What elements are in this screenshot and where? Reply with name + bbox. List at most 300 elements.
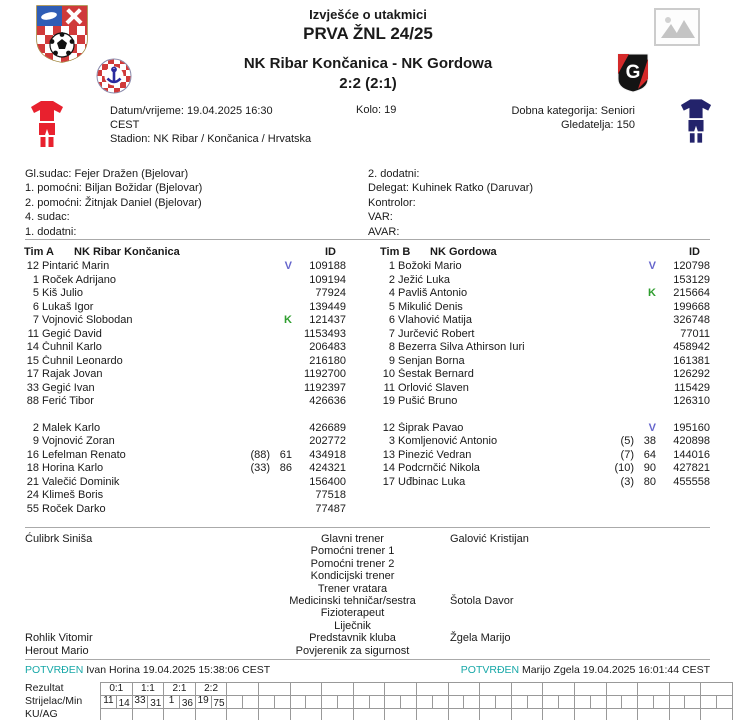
player-row <box>24 422 346 436</box>
player-number: 2 <box>388 273 395 286</box>
report-title: Izvješće o utakmici <box>309 7 427 22</box>
staff-row <box>0 645 736 657</box>
player-number: 17 <box>382 475 395 488</box>
staff-row <box>0 632 736 644</box>
player-row <box>380 368 710 382</box>
player-name: Komljenović Antonio <box>398 435 498 447</box>
player-number: 3 <box>388 435 395 447</box>
ku-ag-cell <box>449 709 481 720</box>
staff-name-away <box>450 545 736 557</box>
player-name: Senjan Borna <box>398 354 465 367</box>
strijelac-min-cell <box>622 696 638 709</box>
player-name: Vojnović Slobodan <box>42 314 133 326</box>
staff-row <box>0 620 736 632</box>
strijelac-min-cell <box>701 696 717 709</box>
player-id: 77924 <box>315 287 346 299</box>
player-name: Roček Adrijano <box>42 273 116 286</box>
player-id: 426689 <box>309 421 346 434</box>
staff-name-away <box>450 620 736 632</box>
strijelac-min-cell <box>259 696 275 709</box>
team-a-starters <box>24 260 346 409</box>
staff-name-home <box>0 558 245 570</box>
rezultat-cell <box>227 683 259 696</box>
player-minute-or-badge <box>634 355 656 369</box>
player-number: 7 <box>32 314 39 326</box>
divider <box>25 527 710 528</box>
player-row <box>380 314 710 328</box>
strijelac-min-cell <box>654 696 670 709</box>
player-minute-or-badge <box>270 368 292 382</box>
rezultat-cell <box>259 683 291 696</box>
player-row <box>24 462 346 476</box>
strijelac-min-cell <box>354 696 370 709</box>
player-minute-or-badge <box>270 301 292 315</box>
player-id: 195160 <box>673 421 710 434</box>
strijelac-min-cell <box>717 696 733 709</box>
strijelac-min-cell <box>464 696 480 709</box>
league-title: PRVA ŽNL 24/25 <box>303 24 433 43</box>
team-a-header <box>24 245 346 260</box>
strijelac-min-cell: 36 <box>180 696 196 709</box>
confirmation-row <box>25 664 710 677</box>
ku-ag-cell <box>385 709 417 720</box>
player-name: Malek Karlo <box>42 421 101 434</box>
player-name: Pinezić Vedran <box>398 448 472 461</box>
player-row <box>24 503 346 517</box>
match-stadium: Stadion: NK Ribar / Končanica / Hrvatska <box>110 133 312 145</box>
strijelac-min-cell <box>543 696 559 709</box>
rezultat-cell <box>322 683 354 696</box>
team-b-header <box>380 245 710 260</box>
player-row <box>380 355 710 369</box>
substituted-for-number <box>240 287 270 301</box>
substituted-for-number <box>240 435 270 449</box>
player-number: 5 <box>388 300 395 313</box>
rezultat-cell <box>543 683 575 696</box>
substituted-for-number <box>240 489 270 503</box>
ku-ag-cell <box>291 709 323 720</box>
official-line: 1. dodatni: <box>25 225 77 238</box>
player-minute-or-badge: 38 <box>643 435 656 447</box>
strijelac-min-cell <box>591 696 607 709</box>
away-club-logo <box>616 52 650 94</box>
strijelac-min-cell <box>638 696 654 709</box>
player-id: 420898 <box>673 435 710 447</box>
player-row <box>24 341 346 355</box>
strijelac-min-cell <box>496 696 512 709</box>
player-id: 202772 <box>309 435 346 447</box>
player-id: 126310 <box>673 395 710 407</box>
player-number: 11 <box>383 381 395 394</box>
player-id: 77518 <box>315 489 346 501</box>
player-minute-or-badge <box>270 422 292 436</box>
player-row <box>24 274 346 288</box>
player-number: 16 <box>26 448 39 461</box>
player-number: 1 <box>388 260 395 272</box>
match-score: 2:2 (2:1) <box>339 75 397 92</box>
staff-name-away: Galović Kristijan <box>450 533 529 545</box>
player-row <box>380 341 710 355</box>
player-number: 4 <box>388 287 395 299</box>
staff-name-away <box>450 645 736 657</box>
player-minute-or-badge <box>634 382 656 396</box>
confirmation-away <box>461 664 710 677</box>
player-row <box>380 395 710 409</box>
player-id: 115429 <box>674 381 710 394</box>
strijelac-min-cell <box>227 696 243 709</box>
strijelac-min-cell <box>322 696 338 709</box>
strijelac-min-cell <box>685 696 701 709</box>
substituted-for-number <box>240 355 270 369</box>
rezultat-cell: 2:1 <box>164 683 196 696</box>
team-a-label: Tim A <box>24 246 54 258</box>
player-row <box>24 395 346 409</box>
player-id: 424321 <box>309 462 346 474</box>
ku-ag-cell <box>638 709 670 720</box>
staff-row <box>0 607 736 619</box>
substituted-for-number: (7) <box>620 448 634 461</box>
player-name: Pavliš Antonio <box>398 287 468 299</box>
teams-section <box>0 245 736 516</box>
player-minute-or-badge <box>270 382 292 396</box>
strijelac-min-row <box>101 696 733 709</box>
substituted-for-number <box>240 328 270 342</box>
player-name: Jurčević Robert <box>398 327 475 340</box>
player-name: Gegić David <box>42 327 102 340</box>
away-kit-icon <box>680 97 712 145</box>
strijelac-min-cell <box>243 696 259 709</box>
player-minute-or-badge <box>270 395 292 409</box>
player-name: Vlahović Matija <box>398 314 472 326</box>
player-name: Gegić Ivan <box>42 381 95 394</box>
staff-name-away <box>450 558 736 570</box>
substituted-for-number: (33) <box>250 462 270 474</box>
rezultat-cell <box>638 683 670 696</box>
ku-ag-cell <box>164 709 196 720</box>
report-header <box>0 0 736 97</box>
official-line: Kontrolor: <box>368 196 416 209</box>
substituted-for-number <box>604 274 634 288</box>
team-b-column <box>380 245 710 516</box>
strijelac-min-cell <box>433 696 449 709</box>
team-b-starters <box>380 260 710 409</box>
player-minute-or-badge <box>270 476 292 490</box>
player-name: Orlović Slaven <box>398 381 469 394</box>
player-row <box>24 489 346 503</box>
player-row <box>380 476 710 490</box>
player-row <box>380 382 710 396</box>
substituted-for-number <box>240 314 270 328</box>
strijelac-min-cell: 1 <box>164 696 180 709</box>
strijelac-min-cell <box>306 696 322 709</box>
player-name: Vojnović Zoran <box>42 435 115 447</box>
player-id: 121437 <box>309 314 346 326</box>
substituted-for-number <box>240 301 270 315</box>
staff-role: Kondicijski trener <box>310 570 395 583</box>
player-number: 11 <box>27 327 39 340</box>
player-id: 144016 <box>673 448 710 461</box>
player-id: 326748 <box>673 314 710 326</box>
staff-role: Pomoćni trener 2 <box>310 557 395 570</box>
strijelac-min-cell <box>559 696 575 709</box>
title-block <box>0 7 736 44</box>
team-a-column <box>24 245 346 516</box>
player-number: 1 <box>32 273 39 286</box>
player-number: 7 <box>388 327 395 340</box>
spacer <box>24 409 346 422</box>
match-timezone: CEST <box>110 119 140 131</box>
player-number: 9 <box>388 354 395 367</box>
player-id: 156400 <box>309 475 346 488</box>
player-number: 19 <box>382 395 395 407</box>
divider <box>25 239 710 240</box>
match-datetime: Datum/vrijeme: 19.04.2025 16:30 <box>110 105 273 117</box>
strijelac-min-cell <box>575 696 591 709</box>
player-row <box>380 449 710 463</box>
player-row <box>24 382 346 396</box>
player-minute-or-badge <box>634 368 656 382</box>
player-name: Božoki Mario <box>398 260 462 272</box>
player-row <box>24 435 346 449</box>
rezultat-cell: 2:2 <box>196 683 228 696</box>
substituted-for-number <box>240 274 270 288</box>
strijelac-min-cell <box>385 696 401 709</box>
officials-left-column <box>25 167 202 239</box>
player-row <box>24 314 346 328</box>
staff-role: Trener vratara <box>317 582 388 595</box>
match-round: Kolo: 19 <box>356 104 397 116</box>
result-table-labels <box>25 682 100 720</box>
strijelac-min-cell <box>401 696 417 709</box>
rezultat-cell <box>670 683 702 696</box>
player-row <box>380 435 710 449</box>
strijelac-min-cell <box>670 696 686 709</box>
staff-name-home <box>0 545 245 557</box>
team-b-name: NK Gordowa <box>430 246 497 258</box>
svg-text:G: G <box>625 62 641 83</box>
strijelac-min-cell <box>528 696 544 709</box>
ku-ag-cell <box>196 709 228 720</box>
staff-row <box>0 583 736 595</box>
substituted-for-number <box>240 422 270 436</box>
staff-row <box>0 545 736 557</box>
player-number: 21 <box>26 475 39 488</box>
ku-ag-cell <box>417 709 449 720</box>
strijelac-min-cell <box>512 696 528 709</box>
strijelac-min-cell: 11 <box>101 696 117 709</box>
player-id: 426636 <box>309 395 346 407</box>
substituted-for-number: (5) <box>620 435 634 447</box>
ku-ag-cell <box>543 709 575 720</box>
staff-role: Glavni trener <box>321 533 384 545</box>
rezultat-cell <box>354 683 386 696</box>
staff-name-away <box>450 607 736 619</box>
official-line: Gl.sudac: Fejer Dražen (Bjelovar) <box>25 168 189 180</box>
player-name: Ferić Tibor <box>42 395 94 407</box>
result-table-grid <box>100 682 733 720</box>
staff-role: Povjerenik za sigurnost <box>295 644 410 657</box>
staff-name-home <box>0 583 245 595</box>
rezultat-cell <box>607 683 639 696</box>
player-minute-or-badge: 90 <box>643 462 656 474</box>
player-minute-or-badge: V <box>648 260 656 272</box>
player-name: Šiprak Pavao <box>398 421 464 434</box>
player-number: 14 <box>26 341 39 353</box>
player-minute-or-badge: V <box>648 421 656 434</box>
player-id: 1192397 <box>303 381 346 394</box>
player-minute-or-badge <box>634 341 656 355</box>
substituted-for-number: (3) <box>620 475 634 488</box>
player-row <box>24 355 346 369</box>
player-name: Čuhnil Karlo <box>42 341 102 353</box>
player-minute-or-badge <box>634 301 656 315</box>
ku-ag-cell <box>701 709 733 720</box>
player-row <box>24 260 346 274</box>
strijelac-min-cell <box>449 696 465 709</box>
result-row-label: Rezultat <box>25 681 64 694</box>
substituted-for-number <box>604 355 634 369</box>
officials-section <box>0 167 736 239</box>
player-minute-or-badge: V <box>284 260 292 272</box>
rezultat-cell <box>385 683 417 696</box>
player-number: 33 <box>26 381 39 394</box>
player-row <box>24 301 346 315</box>
rezultat-cell <box>449 683 481 696</box>
substituted-for-number <box>604 287 634 301</box>
result-table <box>25 682 736 720</box>
strijelac-min-cell <box>338 696 354 709</box>
substituted-for-number: (88) <box>250 448 270 461</box>
player-minute-or-badge <box>270 274 292 288</box>
player-id: 206483 <box>309 341 346 353</box>
player-name: Šestak Bernard <box>398 368 474 380</box>
player-name: Lukaš Igor <box>42 300 94 313</box>
staff-role: Predstavnik kluba <box>309 632 396 645</box>
player-name: Roček Darko <box>42 502 106 515</box>
player-row <box>380 301 710 315</box>
strijelac-min-cell <box>275 696 291 709</box>
confirmation-status-home: POTVRĐEN <box>25 663 84 676</box>
player-number: 9 <box>32 435 39 447</box>
rezultat-cell <box>701 683 733 696</box>
rezultat-cell: 0:1 <box>101 683 133 696</box>
strijelac-min-cell: 31 <box>148 696 164 709</box>
team-a-id-header: ID <box>325 246 336 258</box>
official-line: VAR: <box>368 211 393 224</box>
strijelac-min-cell <box>417 696 433 709</box>
staff-role: Medicinski tehničar/sestra <box>289 594 416 607</box>
confirmation-text-home: Ivan Horina 19.04.2025 15:38:06 CEST <box>86 663 271 676</box>
player-minute-or-badge <box>634 274 656 288</box>
player-minute-or-badge: 86 <box>279 462 292 474</box>
staff-name-away: Šotola Davor <box>450 594 514 607</box>
player-name: Pušić Bruno <box>398 395 458 407</box>
official-line: 1. pomoćni: Biljan Božidar (Bjelovar) <box>25 182 203 195</box>
staff-section <box>0 533 736 657</box>
strijelac-min-cell: 75 <box>212 696 228 709</box>
substituted-for-number <box>240 368 270 382</box>
player-id: 215664 <box>673 287 710 299</box>
staff-row <box>0 570 736 582</box>
player-minute-or-badge: 61 <box>279 448 292 461</box>
player-minute-or-badge <box>270 287 292 301</box>
officials-right-column <box>368 167 533 239</box>
player-minute-or-badge <box>270 435 292 449</box>
staff-role: Pomoćni trener 1 <box>310 545 395 558</box>
staff-name-home <box>0 607 245 619</box>
player-id: 126292 <box>673 368 710 380</box>
player-row <box>24 449 346 463</box>
official-line: Delegat: Kuhinek Ratko (Daruvar) <box>368 182 534 195</box>
player-id: 455558 <box>673 475 710 488</box>
category-attendance-block <box>511 104 635 132</box>
home-kit-icon <box>30 99 64 149</box>
staff-name-home: Rohlik Vitomir <box>25 632 93 645</box>
divider <box>25 659 710 660</box>
player-row <box>24 476 346 490</box>
substituted-for-number <box>604 422 634 436</box>
substituted-for-number <box>240 382 270 396</box>
player-number: 24 <box>26 489 39 501</box>
substituted-for-number: (10) <box>614 462 634 474</box>
player-number: 12 <box>26 260 39 272</box>
player-minute-or-badge <box>270 341 292 355</box>
player-row <box>24 287 346 301</box>
team-b-label: Tim B <box>380 246 411 258</box>
substituted-for-number <box>604 301 634 315</box>
player-id: 427821 <box>673 462 710 474</box>
player-row <box>380 260 710 274</box>
attendance: Gledatelja: 150 <box>561 119 635 131</box>
ku-ag-cell <box>101 709 133 720</box>
player-name: Mikulić Denis <box>398 300 463 313</box>
result-row-label: Strijelac/Min <box>25 694 83 707</box>
player-minute-or-badge <box>270 489 292 503</box>
ku-ag-cell <box>480 709 512 720</box>
staff-role: Fizioterapeut <box>320 607 385 620</box>
player-id: 139449 <box>309 300 346 313</box>
player-name: Čuhnil Leonardo <box>42 354 123 367</box>
player-number: 6 <box>388 314 395 326</box>
player-number: 18 <box>26 462 39 474</box>
player-minute-or-badge: 80 <box>643 475 656 488</box>
ku-ag-cell <box>670 709 702 720</box>
staff-name-home: Ćulibrk Siniša <box>25 533 93 545</box>
player-row <box>380 462 710 476</box>
player-row <box>24 328 346 342</box>
player-name: Uđbinac Luka <box>398 475 466 488</box>
rezultat-cell <box>417 683 449 696</box>
player-name: Pintarić Marin <box>42 260 110 272</box>
player-name: Valečić Dominik <box>42 475 120 488</box>
substituted-for-number <box>604 382 634 396</box>
strijelac-min-cell <box>291 696 307 709</box>
staff-row <box>0 558 736 570</box>
player-name: Ježić Luka <box>398 273 450 286</box>
confirmation-home <box>25 664 270 677</box>
staff-name-away <box>450 583 736 595</box>
staff-name-home <box>0 570 245 582</box>
player-minute-or-badge <box>270 503 292 517</box>
player-number: 17 <box>26 368 39 380</box>
substituted-for-number <box>240 341 270 355</box>
team-a-substitutes <box>24 422 346 517</box>
player-minute-or-badge <box>634 314 656 328</box>
player-number: 5 <box>32 287 39 299</box>
player-number: 14 <box>382 462 395 474</box>
substituted-for-number <box>604 328 634 342</box>
player-name: Kiš Julio <box>42 287 83 299</box>
